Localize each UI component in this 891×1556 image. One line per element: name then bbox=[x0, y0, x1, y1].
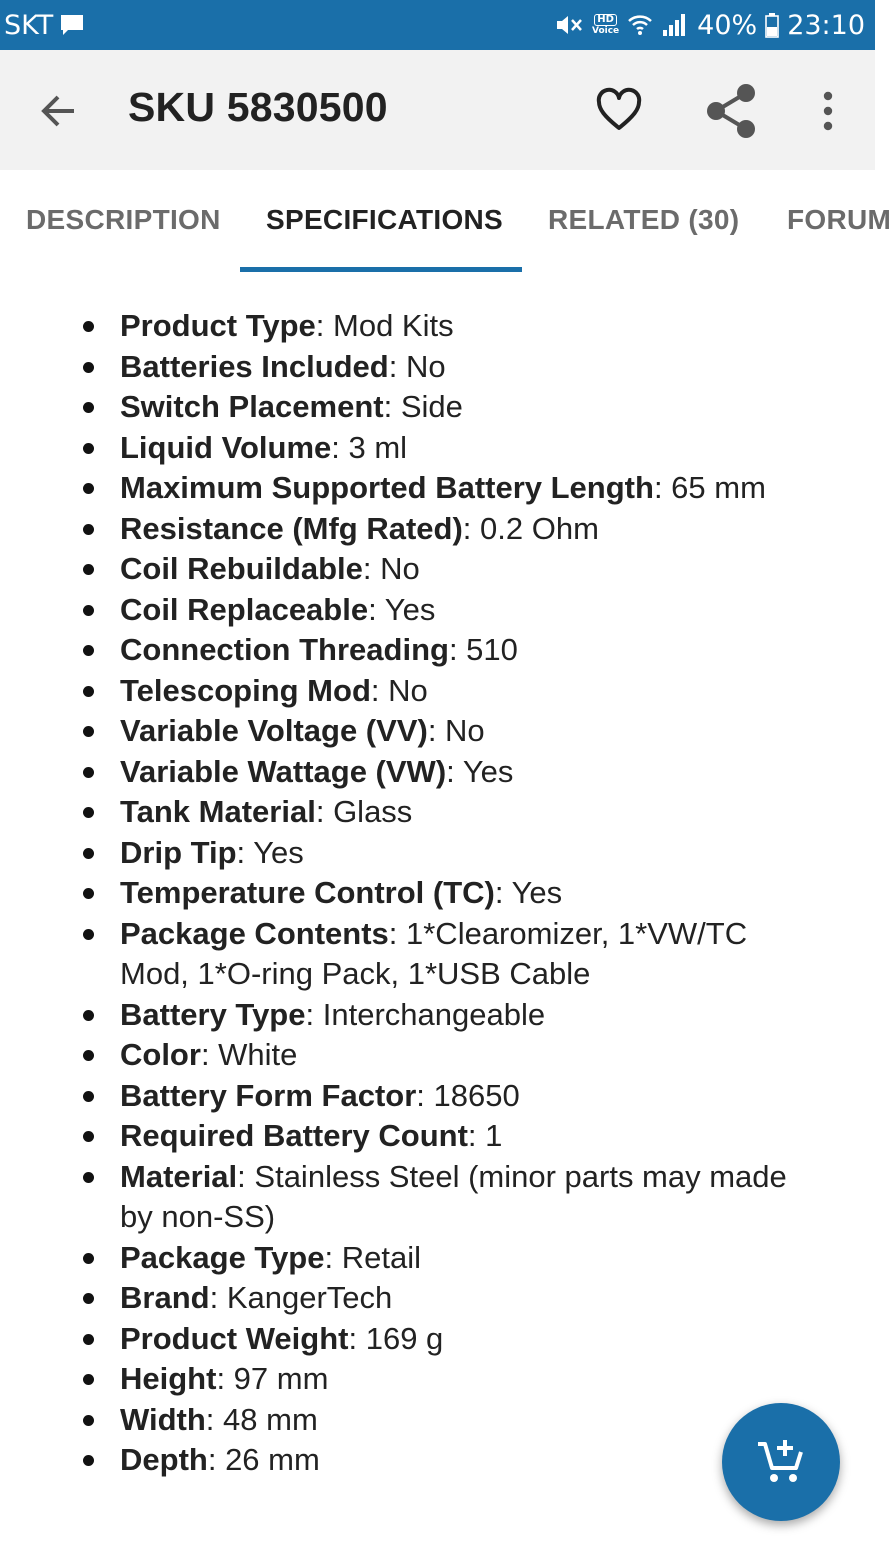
spec-value: KangerTech bbox=[226, 1280, 393, 1315]
spec-key: Package Type bbox=[120, 1239, 325, 1275]
spec-value: Yes bbox=[511, 875, 563, 910]
active-tab-indicator bbox=[240, 267, 522, 272]
spec-item bbox=[80, 306, 820, 347]
spec-key: Batteries Included bbox=[120, 348, 389, 384]
spec-value: Retail bbox=[341, 1239, 421, 1275]
spec-value: No bbox=[445, 713, 485, 748]
add-shopping-cart-icon bbox=[755, 1436, 807, 1488]
signal-icon bbox=[661, 12, 689, 38]
spec-value: White bbox=[218, 1037, 298, 1072]
spec-item bbox=[80, 1400, 820, 1441]
spec-item bbox=[80, 468, 820, 509]
spec-item bbox=[80, 671, 820, 712]
spec-value: No bbox=[388, 672, 428, 708]
spec-value: Stainless Steel (minor parts may made by non-SS) bbox=[120, 1158, 787, 1234]
spec-value: Yes bbox=[462, 753, 514, 789]
spec-separator: : bbox=[427, 713, 446, 748]
spec-key: Switch Placement bbox=[120, 389, 384, 424]
wifi-icon bbox=[627, 12, 653, 38]
bullet-icon bbox=[83, 767, 94, 778]
bullet-icon bbox=[83, 686, 94, 697]
spec-item bbox=[80, 995, 820, 1036]
mute-icon bbox=[554, 12, 584, 38]
spec-key: Liquid Volume bbox=[120, 429, 332, 465]
bullet-icon bbox=[83, 1131, 94, 1142]
spec-key: Drip Tip bbox=[120, 834, 237, 870]
spec-item bbox=[80, 347, 820, 388]
spec-key: Required Battery Count bbox=[120, 1118, 468, 1153]
spec-separator: : bbox=[205, 1401, 224, 1437]
spec-value: 510 bbox=[466, 632, 518, 667]
spec-value: 97 mm bbox=[233, 1361, 329, 1396]
bullet-icon bbox=[83, 1415, 94, 1426]
spec-separator: : bbox=[236, 834, 254, 870]
spec-key: Temperature Control (TC) bbox=[120, 875, 495, 910]
clock: 23:10 bbox=[787, 9, 865, 41]
spec-separator: : bbox=[305, 996, 323, 1032]
spec-item bbox=[80, 1116, 820, 1157]
bullet-icon bbox=[83, 321, 94, 332]
spec-separator: : bbox=[209, 1280, 227, 1315]
spec-item bbox=[80, 1319, 820, 1360]
spec-key: Connection Threading bbox=[120, 632, 449, 667]
spec-key: Variable Voltage (VV) bbox=[120, 713, 428, 748]
bullet-icon bbox=[83, 1374, 94, 1385]
spec-key: Telescoping Mod bbox=[120, 672, 371, 708]
spec-separator: : bbox=[462, 510, 481, 546]
hd-voice-icon: HD Voice bbox=[591, 14, 620, 36]
spec-key: Product Type bbox=[120, 308, 316, 343]
spec-value: 48 mm bbox=[223, 1401, 318, 1437]
status-bar bbox=[0, 0, 875, 50]
spec-item bbox=[80, 1076, 820, 1117]
spec-value: No bbox=[405, 348, 446, 384]
spec-key: Variable Wattage (VW) bbox=[120, 753, 447, 789]
spec-key: Package Contents bbox=[120, 915, 389, 951]
spec-key: Depth bbox=[120, 1442, 208, 1477]
spec-value: No bbox=[380, 551, 420, 586]
spec-key: Brand bbox=[120, 1280, 210, 1315]
bullet-icon bbox=[83, 848, 94, 859]
spec-item bbox=[80, 509, 820, 550]
spec-key: Material bbox=[120, 1158, 238, 1194]
tab-forum[interactable]: FORUM bbox=[787, 204, 891, 235]
status-bar-right bbox=[554, 10, 865, 41]
carrier-label: SKT bbox=[4, 9, 54, 41]
spec-key: Coil Replaceable bbox=[120, 591, 369, 627]
spec-separator: : bbox=[467, 1118, 486, 1153]
spec-item bbox=[80, 914, 820, 995]
spec-separator: : bbox=[362, 551, 381, 586]
spec-key: Battery Form Factor bbox=[120, 1077, 417, 1113]
bullet-icon bbox=[83, 1010, 94, 1021]
spec-value: Glass bbox=[333, 794, 413, 829]
spec-item bbox=[80, 873, 820, 914]
spec-key: Tank Material bbox=[120, 794, 316, 829]
spec-item bbox=[80, 1440, 820, 1481]
spec-separator: : bbox=[200, 1037, 219, 1072]
spec-separator: : bbox=[494, 875, 512, 910]
spec-value: 1 bbox=[485, 1118, 503, 1153]
spec-key: Coil Rebuildable bbox=[120, 551, 363, 586]
spec-separator: : bbox=[216, 1361, 234, 1396]
spec-key: Height bbox=[120, 1361, 217, 1396]
spec-separator: : bbox=[416, 1077, 434, 1113]
specifications-list bbox=[80, 306, 820, 1481]
spec-separator: : bbox=[383, 389, 401, 424]
spec-key: Battery Type bbox=[120, 996, 306, 1032]
spec-item bbox=[80, 1278, 820, 1319]
spec-value: Yes bbox=[253, 834, 304, 870]
spec-value: 1*Clearomizer, 1*VW/TC Mod, 1*O-ring Pack, 1*USB Cable bbox=[120, 915, 748, 991]
bullet-icon bbox=[83, 605, 94, 616]
spec-item bbox=[80, 549, 820, 590]
tab-bar bbox=[0, 170, 891, 274]
tab-description[interactable]: DESCRIPTION bbox=[26, 204, 221, 235]
status-bar-left bbox=[4, 10, 85, 41]
spec-separator: : bbox=[315, 308, 334, 343]
spec-item bbox=[80, 711, 820, 752]
spec-value: Yes bbox=[384, 591, 436, 627]
spec-value: 169 g bbox=[365, 1320, 444, 1356]
spec-separator: : bbox=[331, 429, 349, 465]
favorite-button[interactable] bbox=[592, 84, 646, 138]
spec-item bbox=[80, 792, 820, 833]
spec-separator: : bbox=[237, 1158, 255, 1194]
spec-value: 3 ml bbox=[348, 429, 408, 465]
bullet-icon bbox=[83, 564, 94, 575]
spec-separator: : bbox=[448, 632, 467, 667]
bullet-icon bbox=[83, 524, 94, 535]
tab-specifications[interactable]: SPECIFICATIONS bbox=[266, 204, 504, 235]
bullet-icon bbox=[83, 1050, 94, 1061]
spec-value: 26 mm bbox=[225, 1442, 320, 1477]
spec-item bbox=[80, 387, 820, 428]
bullet-icon bbox=[83, 1172, 94, 1183]
spec-item bbox=[80, 630, 820, 671]
spec-key: Color bbox=[120, 1037, 201, 1072]
tab-related[interactable]: RELATED (30) bbox=[548, 204, 740, 235]
bullet-icon bbox=[83, 1293, 94, 1304]
spec-item bbox=[80, 428, 820, 469]
spec-item bbox=[80, 1238, 820, 1279]
more-options-button[interactable] bbox=[808, 84, 848, 138]
spec-separator: : bbox=[324, 1239, 342, 1275]
spec-key: Resistance (Mfg Rated) bbox=[120, 510, 463, 546]
battery-icon bbox=[765, 12, 779, 38]
spec-value: 65 mm bbox=[671, 470, 766, 505]
spec-separator: : bbox=[653, 470, 672, 505]
bullet-icon bbox=[83, 888, 94, 899]
message-notification-icon bbox=[59, 12, 85, 38]
spec-item bbox=[80, 833, 820, 874]
bullet-icon bbox=[83, 645, 94, 656]
more-vert-icon bbox=[822, 91, 834, 131]
spec-item bbox=[80, 752, 820, 793]
bullet-icon bbox=[83, 726, 94, 737]
battery-percent: 40% bbox=[697, 9, 758, 41]
page-title: SKU 5830500 bbox=[128, 84, 388, 130]
spec-value: 18650 bbox=[433, 1077, 520, 1113]
bullet-icon bbox=[83, 1334, 94, 1345]
bullet-icon bbox=[83, 483, 94, 494]
back-button[interactable] bbox=[30, 86, 86, 136]
spec-item bbox=[80, 1359, 820, 1400]
spec-separator: : bbox=[207, 1442, 226, 1477]
spec-separator: : bbox=[370, 672, 389, 708]
bullet-icon bbox=[83, 1455, 94, 1466]
spec-separator: : bbox=[368, 591, 385, 627]
spec-separator: : bbox=[388, 348, 406, 384]
app-toolbar bbox=[0, 50, 875, 170]
spec-key: Width bbox=[120, 1401, 206, 1437]
bullet-icon bbox=[83, 1253, 94, 1264]
spec-item bbox=[80, 1035, 820, 1076]
heart-outline-icon bbox=[596, 90, 642, 132]
bullet-icon bbox=[83, 402, 94, 413]
bullet-icon bbox=[83, 807, 94, 818]
bullet-icon bbox=[83, 362, 94, 373]
spec-value: 0.2 Ohm bbox=[480, 510, 599, 546]
arrow-back-icon bbox=[38, 91, 78, 131]
share-icon bbox=[703, 82, 759, 140]
spec-item bbox=[80, 590, 820, 631]
spec-item bbox=[80, 1157, 820, 1238]
spec-key: Maximum Supported Battery Length bbox=[120, 470, 654, 505]
spec-separator: : bbox=[388, 915, 406, 951]
spec-value: Mod Kits bbox=[333, 308, 454, 343]
spec-key: Product Weight bbox=[120, 1320, 349, 1356]
spec-value: Side bbox=[400, 389, 463, 424]
bullet-icon bbox=[83, 443, 94, 454]
share-button[interactable] bbox=[700, 80, 762, 142]
bullet-icon bbox=[83, 929, 94, 940]
spec-separator: : bbox=[315, 794, 334, 829]
spec-value: Interchangeable bbox=[322, 996, 546, 1032]
bullet-icon bbox=[83, 1091, 94, 1102]
spec-separator: : bbox=[348, 1320, 366, 1356]
spec-separator: : bbox=[446, 753, 463, 789]
add-to-cart-button[interactable] bbox=[722, 1403, 840, 1521]
